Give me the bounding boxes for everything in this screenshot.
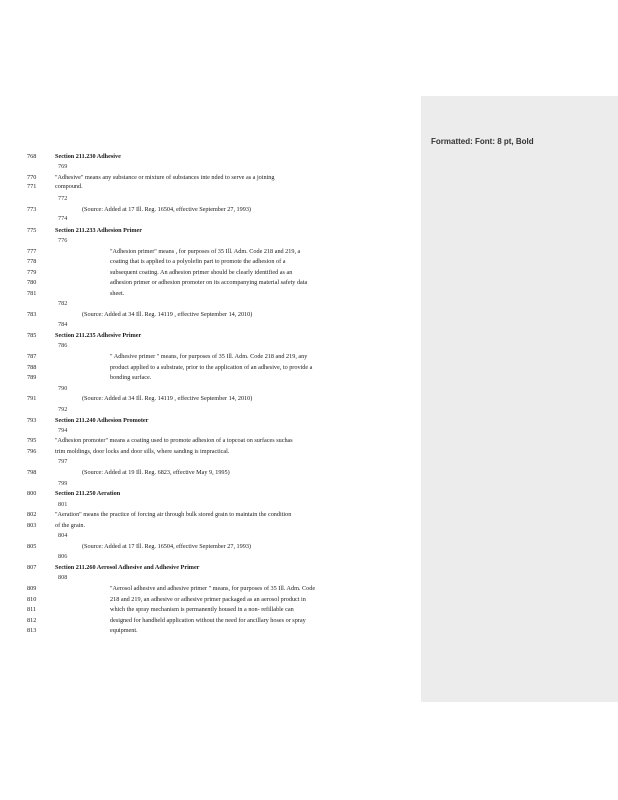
- definition-text: adhesion primer or adhesion promoter on its accompanying material safety data: [110, 279, 308, 286]
- line-number: 776: [58, 237, 68, 244]
- line-number: 775: [27, 227, 37, 234]
- line-number: 808: [58, 574, 68, 581]
- format-comment-label: Formatted: Font: 8 pt, Bold: [431, 137, 534, 146]
- section-heading: Section 211.240 Adhesion Promoter: [55, 417, 149, 424]
- line-number: 789: [27, 374, 37, 381]
- definition-text: " Adhesive primer " means, for purposes of 35 Ill. Adm. Code 218 and 219, any: [110, 353, 308, 360]
- definition-text: coating that is applied to a polyolefin part to promote the adhesion of a: [110, 258, 286, 265]
- source-note: (Source: Added at 19 Ill. Reg. 6823, effective May 9, 1995): [82, 469, 230, 476]
- section-heading: Section 211.250 Aeration: [55, 490, 121, 497]
- line-number: 805: [27, 543, 37, 550]
- section-heading: Section 211.230 Adhesive: [55, 153, 121, 160]
- source-note: (Source: Added at 17 Ill. Reg. 16504, effective September 27, 1993): [82, 543, 251, 550]
- line-number: 794: [58, 427, 68, 434]
- line-number: 800: [27, 490, 37, 497]
- line-number: 783: [27, 311, 37, 318]
- line-number: 791: [27, 395, 37, 402]
- line-number: 768: [27, 153, 37, 160]
- comment-pane: [421, 96, 618, 702]
- line-number: 786: [58, 342, 68, 349]
- definition-text: "Aeration" means the practice of forcing air through bulk stored grain to maintain the condition: [55, 511, 292, 518]
- line-number: 782: [58, 300, 68, 307]
- line-number: 803: [27, 522, 37, 529]
- definition-text: 218 and 219, an adhesive or adhesive primer packaged as an aerosol product in: [110, 596, 306, 603]
- line-number: 798: [27, 469, 37, 476]
- definition-text: designed for handheld application without the need for ancillary hoses or spray: [110, 617, 306, 624]
- definition-text: equipment.: [110, 627, 138, 634]
- section-heading: Section 211.233 Adhesion Primer: [55, 227, 142, 234]
- line-number: 787: [27, 353, 37, 360]
- source-note: (Source: Added at 34 Ill. Reg. 14119 , effective September 14, 2010): [82, 395, 253, 402]
- line-number: 796: [27, 448, 37, 455]
- definition-text: sheet.: [110, 290, 125, 297]
- line-number: 807: [27, 564, 37, 571]
- definition-text: "Adhesion primer" means , for purposes of 35 Ill. Adm. Code 218 and 219, a: [110, 248, 301, 255]
- line-number: 812: [27, 617, 37, 624]
- line-number: 813: [27, 627, 37, 634]
- line-number: 795: [27, 437, 37, 444]
- definition-text: bonding surface.: [110, 374, 152, 381]
- line-number: 774: [58, 215, 68, 222]
- line-number: 804: [58, 532, 68, 539]
- line-number: 790: [58, 385, 68, 392]
- line-number: 793: [27, 417, 37, 424]
- line-number: 773: [27, 206, 37, 213]
- definition-text: product applied to a substrate, prior to the application of an adhesive, to provide a: [110, 364, 313, 371]
- definition-text: subsequent coating. An adhesion primer should be clearly identified as an: [110, 269, 293, 276]
- section-heading: Section 211.260 Aerosol Adhesive and Adhesive Primer: [55, 564, 200, 571]
- line-number: 784: [58, 321, 68, 328]
- definition-text: compound.: [55, 183, 83, 190]
- line-number: 771: [27, 183, 37, 190]
- line-number: 780: [27, 279, 37, 286]
- line-number: 802: [27, 511, 37, 518]
- line-number: 770: [27, 174, 37, 181]
- definition-text: of the grain.: [55, 522, 86, 529]
- definition-text: "Aerosol adhesive and adhesive primer " means, for purposes of 35 Ill. Adm. Code: [110, 585, 316, 592]
- definition-text: "Adhesion promoter" means a coating used to promote adhesion of a topcoat on surfaces suchas: [55, 437, 293, 444]
- line-number: 811: [27, 606, 37, 613]
- source-note: (Source: Added at 34 Ill. Reg. 14119 , effective September 14, 2010): [82, 311, 253, 318]
- line-number: 810: [27, 596, 37, 603]
- definition-text: which the spray mechanism is permanently housed in a non- refillable can: [110, 606, 294, 613]
- line-number: 797: [58, 458, 68, 465]
- line-number: 799: [58, 480, 68, 487]
- line-number: 769: [58, 163, 68, 170]
- definition-text: "Adhesive" means any substance or mixture of substances inte nded to serve as a joining: [55, 174, 275, 181]
- line-number: 788: [27, 364, 37, 371]
- line-number: 809: [27, 585, 37, 592]
- line-number: 781: [27, 290, 37, 297]
- line-number: 801: [58, 501, 68, 508]
- definition-text: trim moldings, door locks and door sills, where sanding is impractical.: [55, 448, 230, 455]
- source-note: (Source: Added at 17 Ill. Reg. 16504, effective September 27, 1993): [82, 206, 251, 213]
- line-number: 778: [27, 258, 37, 265]
- line-number: 779: [27, 269, 37, 276]
- line-number: 772: [58, 195, 68, 202]
- line-number: 785: [27, 332, 37, 339]
- line-number: 806: [58, 553, 68, 560]
- section-heading: Section 211.235 Adhesive Primer: [55, 332, 142, 339]
- line-number: 792: [58, 406, 68, 413]
- line-number: 777: [27, 248, 37, 255]
